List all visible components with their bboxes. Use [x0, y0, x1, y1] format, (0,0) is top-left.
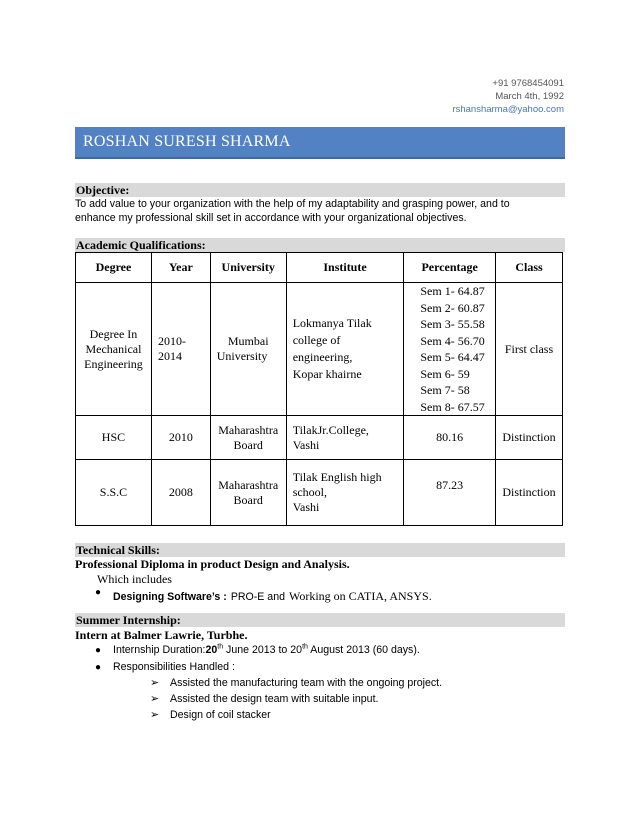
- cell-line: Lokmanya Tilak: [292, 316, 372, 330]
- cell-line: 2014: [157, 349, 182, 363]
- arrow-bullet-icon: ➢: [150, 692, 160, 705]
- cell-line: Sem 4- 56.70: [420, 333, 485, 348]
- class-cell: Distinction: [495, 460, 562, 526]
- year-cell: 2008: [151, 460, 210, 526]
- cell-line: Sem 8- 67.57: [420, 399, 485, 414]
- duration-label: Internship Duration:: [113, 644, 206, 656]
- duration-end-rest: August 2013 (60 days).: [310, 644, 420, 656]
- cell-line: Board: [233, 492, 263, 507]
- duration-bullet: [113, 644, 420, 656]
- column-header: Class: [495, 253, 562, 283]
- year-cell: 2010: [151, 416, 210, 460]
- academic-heading: Academic Qualifications:: [75, 238, 565, 252]
- internship-title: Intern at Balmer Lawrie, Turbhe.: [75, 628, 248, 642]
- software-label: Designing Software’s :: [113, 591, 227, 603]
- duration-start-rest: June 2013 to: [226, 644, 288, 656]
- percentage-cell: 80.16: [404, 416, 496, 460]
- responsibility-item: Design of coil stacker: [170, 709, 271, 721]
- cell-line: University: [216, 349, 268, 363]
- name-banner: [75, 127, 565, 159]
- arrow-bullet-icon: ➢: [150, 676, 160, 689]
- cell-line: Board: [233, 437, 263, 452]
- date-of-birth: March 4th, 1992: [495, 91, 564, 102]
- percentage-cell: 87.23: [404, 460, 496, 526]
- column-header: Year: [151, 253, 210, 283]
- duration-end-day: 20: [290, 644, 303, 656]
- degree-cell: S.S.C: [76, 460, 152, 526]
- responsibilities-label: Responsibilities Handled :: [113, 661, 235, 673]
- includes-label: Which includes: [97, 572, 172, 586]
- academic-table: [75, 252, 563, 526]
- candidate-name: ROSHAN SURESH SHARMA: [83, 133, 291, 150]
- objective-line-1: To add value to your organization with the help of my adaptability and grasping power, and to: [75, 198, 510, 210]
- cell-line: Mumbai: [227, 334, 269, 348]
- cell-line: Tilak English high: [292, 470, 382, 484]
- table-row: [76, 283, 563, 416]
- column-header: Institute: [286, 253, 404, 283]
- cell-line: Sem 7- 58: [420, 383, 470, 397]
- cell-line: Vashi: [292, 500, 320, 514]
- cell-line: Maharashtra: [218, 422, 279, 437]
- year-cell: [151, 283, 210, 416]
- class-cell: Distinction: [495, 416, 562, 460]
- column-header: University: [210, 253, 286, 283]
- cell-line: TilakJr.College,: [292, 422, 369, 437]
- responsibility-item: Assisted the manufacturing team with the ongoing project.: [170, 677, 443, 689]
- software-value: PRO-E and: [230, 591, 285, 603]
- contact-block: [452, 77, 564, 116]
- university-cell: [210, 283, 286, 416]
- university-cell: [210, 460, 286, 526]
- duration-start-day: 20: [205, 644, 218, 656]
- cell-line: college of: [292, 333, 341, 347]
- software-value-serif: Working on CATIA, ANSYS.: [288, 589, 432, 603]
- software-bullet: [113, 587, 432, 605]
- cell-line: Maharashtra: [218, 477, 279, 492]
- cell-line: engineering,: [292, 350, 353, 364]
- cell-line: Sem 1- 64.87: [420, 284, 485, 298]
- arrow-bullet-icon: ➢: [150, 708, 160, 721]
- table-header-row: [76, 253, 563, 283]
- degree-cell: HSC: [76, 416, 152, 460]
- bullet-icon: ●: [95, 587, 102, 598]
- diploma-title: Professional Diploma in product Design and Analysis.: [75, 557, 350, 571]
- column-header: Degree: [76, 253, 152, 283]
- table-row: [76, 416, 563, 460]
- internship-heading: Summer Internship:: [75, 613, 565, 627]
- cell-line: Kopar khairne: [292, 367, 362, 381]
- cell-line: Mechanical: [85, 341, 142, 356]
- degree-cell: [76, 283, 152, 416]
- cell-line: 2010-: [157, 334, 186, 348]
- cell-line: Sem 5- 64.47: [420, 350, 485, 364]
- technical-heading: Technical Skills:: [75, 543, 565, 557]
- cell-line: school,: [292, 485, 328, 499]
- cell-line: Sem 6- 59: [420, 366, 470, 381]
- objective-heading: Objective:: [75, 183, 565, 197]
- cell-line: Sem 2- 60.87: [420, 300, 485, 315]
- percentage-cell: [404, 283, 496, 416]
- email-link[interactable]: rshansharma@yahoo.com: [452, 104, 564, 115]
- ordinal-suffix: th: [302, 643, 308, 651]
- class-cell: First class: [495, 283, 562, 416]
- objective-text: [75, 197, 555, 225]
- responsibility-item: Assisted the design team with suitable input.: [170, 693, 379, 705]
- university-cell: [210, 416, 286, 460]
- cell-line: Vashi: [292, 437, 320, 452]
- institute-cell: [286, 416, 404, 460]
- institute-cell: [286, 460, 404, 526]
- cell-line: Sem 3- 55.58: [420, 317, 485, 331]
- bullet-icon: ●: [95, 645, 102, 656]
- cell-line: Degree In: [89, 326, 138, 341]
- table-row: [76, 460, 563, 526]
- cell-line: Engineering: [84, 356, 143, 371]
- institute-cell: [286, 283, 404, 416]
- objective-line-2: enhance my professional skill set in accordance with your organizational objectives.: [75, 212, 467, 224]
- ordinal-suffix: th: [217, 643, 224, 651]
- column-header: Percentage: [404, 253, 496, 283]
- bullet-icon: ●: [95, 662, 102, 673]
- phone-number: +91 9768454091: [492, 78, 564, 89]
